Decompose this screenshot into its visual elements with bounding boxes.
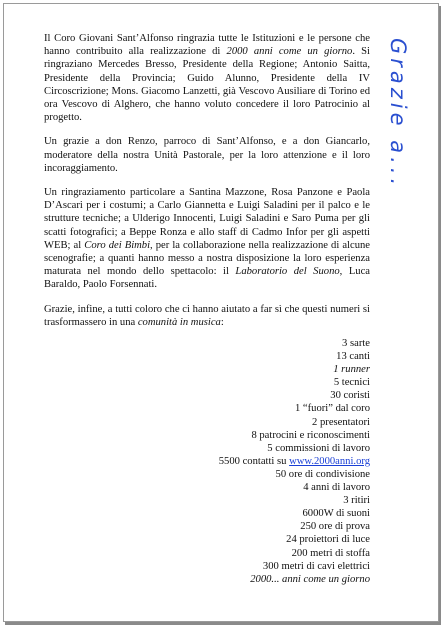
list-item: 30 coristi — [330, 390, 370, 402]
list-item: 5 commissioni di lavoro — [267, 442, 370, 454]
list-item: 300 metri di cavi elettrici — [262, 560, 370, 572]
paragraph-special-thanks: Un ringraziamento particolare a Santina Mazzone, Rosa Panzone e Paola D’Ascari per i costumi; a Carlo Giannetta e Luigi Saladini per il palco e le strutture tecniche; a Ulderigo Innocenti, Luigi Saladini e Saro Puma per gli scatti fotografici; a Beppe Ronza e allo staff di Cadmo Infor per gli aspetti WEB; al Coro dei Bimbi, per la collaborazione nella realizzazione di alcune scenografie; a quanti hanno messo a nostra disposizione la loro esperienza maturata nel mondo dello spettacolo: il Laboratorio del Suono, Luca Baraldo, Paolo Forsennati. — [44, 187, 370, 291]
thanks-text — [44, 32, 370, 329]
paragraph-numbers-intro: Grazie, infine, a tutti coloro che ci hanno aiutato a far sì che questi numeri si trasformassero in una comunità in musica: — [44, 303, 370, 328]
list-item: 24 proiettori di luce — [286, 534, 370, 546]
list-item: 1 “fuori” dal coro — [294, 403, 370, 415]
list-item: 5 tecnici — [333, 377, 370, 389]
side-title-text: Grazie a... — [386, 38, 410, 190]
list-item: 2 presentatori — [312, 416, 370, 428]
list-item: 5500 contatti su www.2000anni.org — [218, 455, 370, 467]
list-item: 200 metri di stoffa — [291, 547, 370, 559]
paragraph-institutions: Il Coro Giovani Sant’Alfonso ringrazia tutte le Istituzioni e le persone che hanno contribuito alla realizzazione di 2000 anni come un giorno. Si ringraziano Mercedes Bresso, Presidente della Regione; Antonio Saitta, Presidente della Provincia; Guido Alunno, Presidente della IV Circoscrizione; Mons. Giacomo Lanzetti, già Vescovo Ausiliare di Torino ed ora Vescovo di Alghero, che hanno voluto concedere il loro Patrocinio al progetto. — [44, 33, 370, 124]
list-item: 3 ritiri — [343, 495, 370, 507]
list-item: 6000W di suoni — [302, 508, 370, 520]
list-item: 2000... anni come un giorno — [250, 573, 370, 585]
list-item: 4 anni di lavoro — [303, 482, 370, 494]
side-title — [384, 38, 414, 198]
website-link[interactable]: www.2000anni.org — [289, 455, 370, 467]
show-title: 2000 anni come un giorno — [226, 46, 353, 58]
list-item: 250 ore di prova — [300, 521, 370, 533]
list-item: 1 runner — [333, 364, 370, 376]
list-item: 3 sarte — [342, 338, 370, 349]
numbers-list — [44, 337, 370, 586]
list-item: 50 ore di condivisione — [275, 468, 370, 480]
paragraph-priests: Un grazie a don Renzo, parroco di Sant’Alfonso, e a don Giancarlo, moderatore della nostra Unità Pastorale, per la loro attenzione e il loro incoraggiamento. — [44, 136, 370, 174]
list-item: 13 canti — [336, 351, 370, 363]
list-item: 8 patrocini e riconoscimenti — [251, 429, 370, 441]
